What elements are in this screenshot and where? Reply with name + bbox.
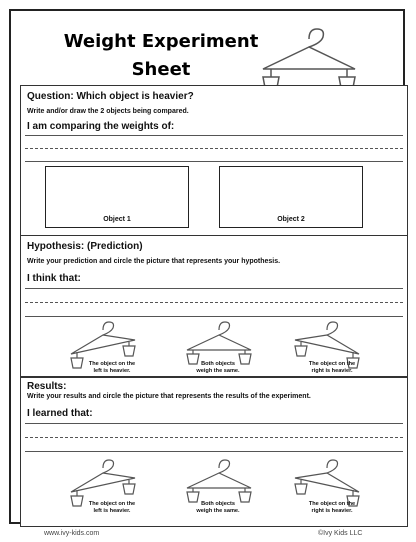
equal-weight-hanger-icon[interactable] [181,458,257,506]
writing-line[interactable] [25,316,403,317]
results-instruction: Write your results and circle the picture that represents the results of the experiment. [27,393,311,400]
question-section [20,85,408,241]
object-1-box[interactable] [45,166,189,228]
right-heavier-hanger-icon[interactable] [289,458,365,506]
question-heading: Question: Which object is heavier? [27,91,194,102]
hypothesis-prompt: I think that: [27,273,81,284]
option-right-heavier: The object on the right is heavier. [308,361,356,375]
results-section [20,377,408,527]
writing-line[interactable] [25,161,403,162]
footer-website[interactable]: www.ivy-kids.com [44,530,100,537]
writing-guide-line [25,148,403,149]
writing-guide-line [25,437,403,438]
writing-guide-line [25,302,403,303]
option-same-weight: Both objects weigh the same. [196,361,240,375]
option-left-heavier: The object on the left is heavier. [88,361,136,375]
hypothesis-section [20,235,408,377]
option-same-weight: Both objects weigh the same. [196,501,240,515]
writing-line[interactable] [25,451,403,452]
option-left-heavier: The object on the left is heavier. [88,501,136,515]
writing-line[interactable] [25,423,403,424]
hypothesis-heading: Hypothesis: (Prediction) [27,241,143,252]
object-1-label: Object 1 [103,216,131,223]
worksheet [9,9,405,524]
question-prompt: I am comparing the weights of: [27,121,175,132]
hypothesis-instruction: Write your prediction and circle the picture that represents your hypothesis. [27,258,281,265]
option-right-heavier: The object on the right is heavier. [308,501,356,515]
results-prompt: I learned that: [27,408,93,419]
footer-copyright: ©Ivy Kids LLC [318,530,363,537]
balance-hanger-icon [253,23,365,91]
writing-line[interactable] [25,135,403,136]
writing-line[interactable] [25,288,403,289]
title-line-2: Sheet [131,59,191,80]
title-line-1: Weight Experiment [63,31,259,52]
object-2-box[interactable] [219,166,363,228]
question-instruction: Write and/or draw the 2 objects being compared. [27,108,189,115]
object-2-label: Object 2 [277,216,305,223]
results-heading: Results: [27,381,67,392]
left-heavier-hanger-icon[interactable] [65,458,141,506]
